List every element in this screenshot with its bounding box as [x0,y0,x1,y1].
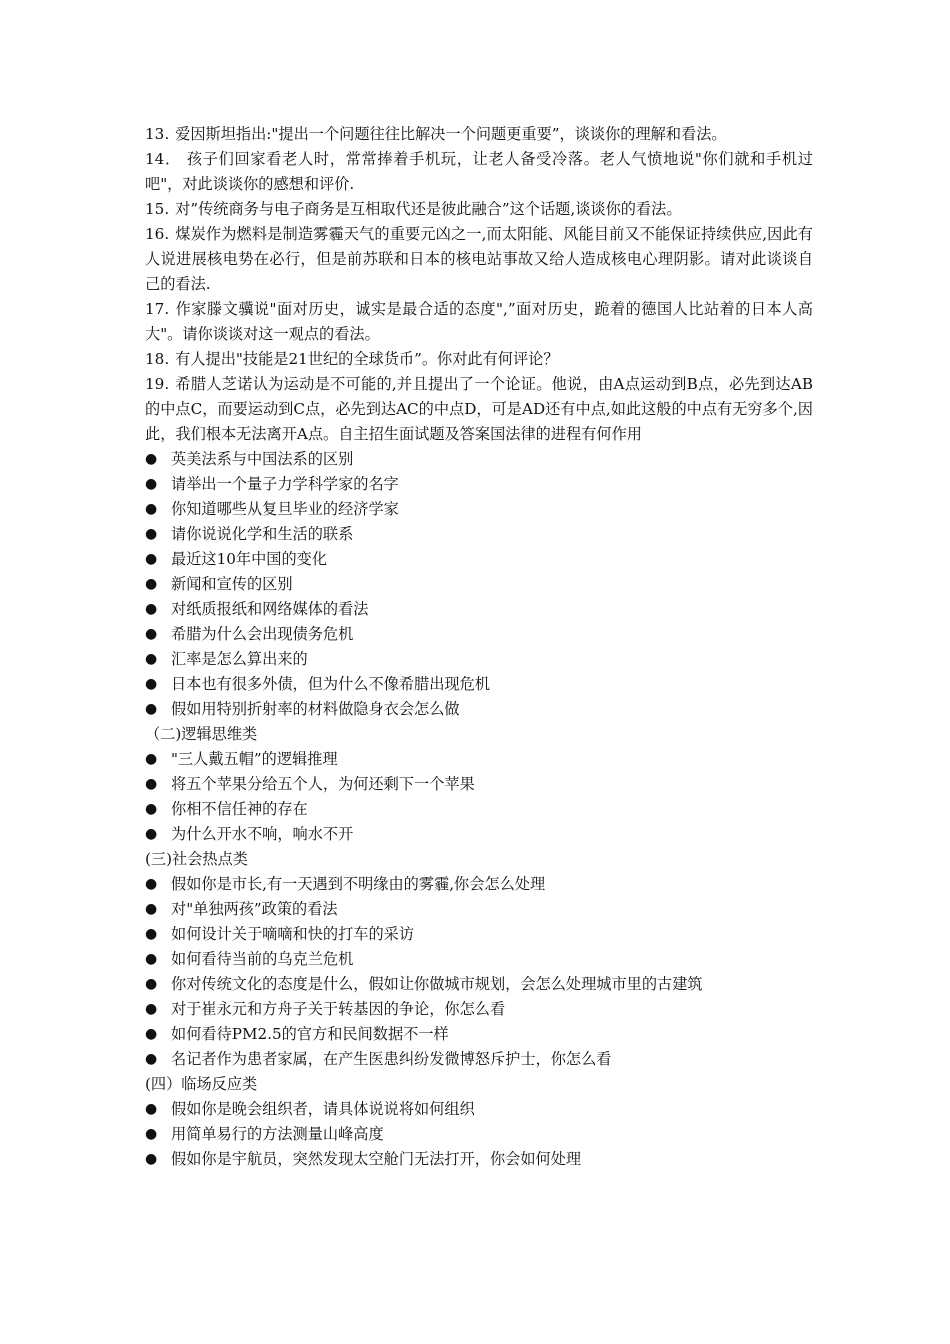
list-item-text: 对于崔永元和方舟子关于转基因的争论，你怎么看 [171,1000,506,1018]
list-item-text: 如何设计关于嘀嘀和快的打车的采访 [171,925,414,943]
question-number: 17. [145,300,170,318]
list-item-text: 英美法系与中国法系的区别 [171,450,354,468]
list-item-text: "三人戴五帽”的逻辑推理 [171,750,338,768]
list-item [145,897,813,922]
list-item-text: 如何看待当前的乌克兰危机 [171,950,354,968]
question-text: 希腊人芝诺认为运动是不可能的,并且提出了一个论证。他说，由A点运动到B点，必先到达AB的中点C，而要运动到C点，必先到达AC的中点D，可是AD还有中点,如此这般的中点有无穷多个,因此，我们根本无法离开A点。自主招生面试题及答案国法律的进程有何作用 [145,375,813,443]
list-item [145,647,813,672]
bullet-icon: ● [145,1101,158,1117]
bullet-icon: ● [145,1126,158,1142]
list-item [145,497,813,522]
bullet-icon: ● [145,901,158,917]
bullet-icon: ● [145,751,158,767]
bullet-icon: ● [145,601,158,617]
list-item-text: 对"单独两孩”政策的看法 [171,900,338,918]
bullet-icon: ● [145,1026,158,1042]
question-16 [145,222,813,297]
list-item [145,672,813,697]
section-heading: （二)逻辑思维类 [145,725,258,743]
question-text: 爱因斯坦指出:"提出一个问题往往比解决一个问题更重要”，谈谈你的理解和看法。 [175,125,727,143]
list-item-text: 假如用特别折射率的材料做隐身衣会怎么做 [171,700,460,718]
list-item [145,747,813,772]
list-item [145,447,813,472]
question-number: 13. [145,125,170,143]
list-item-text: 如何看待PM2.5的官方和民间数据不一样 [171,1025,449,1043]
list-item [145,772,813,797]
list-item [145,922,813,947]
list-item-text: 对纸质报纸和网络媒体的看法 [171,600,369,618]
list-item [145,597,813,622]
list-item-text: 假如你是晚会组织者，请具体说说将如何组织 [171,1100,475,1118]
list-item [145,547,813,572]
question-text: 作家滕文骥说"面对历史，诚实是最合适的态度",”面对历史，跪着的德国人比站着的日本人高大"。请你谈谈对这一观点的看法。 [145,300,813,343]
list-item [145,697,813,722]
list-item-text: 用简单易行的方法测量山峰高度 [171,1125,384,1143]
bullet-icon: ● [145,1001,158,1017]
bullet-icon: ● [145,951,158,967]
list-item-text: 将五个苹果分给五个人，为何还剩下一个苹果 [171,775,475,793]
document-body [145,122,813,1172]
bullet-icon: ● [145,476,158,492]
question-text: 孩子们回家看老人时，常常捧着手机玩，让老人备受冷落。老人气愤地说"你们就和手机过吧"，对此谈谈你的感想和评价. [145,150,813,193]
list-item-text: 假如你是市长,有一天遇到不明缘由的雾霾,你会怎么处理 [171,875,546,893]
list-item-text: 你相不信任神的存在 [171,800,308,818]
list-item [145,472,813,497]
list-item-text: 为什么开水不响，响水不开 [171,825,354,843]
question-text: 有人提出"技能是21世纪的全球货币”。你对此有何评论？ [175,350,559,368]
bullet-icon: ● [145,1051,158,1067]
list-item [145,572,813,597]
list-item-text: 假如你是宇航员，突然发现太空舱门无法打开，你会如何处理 [171,1150,582,1168]
list-item [145,797,813,822]
question-text: 对”传统商务与电子商务是互相取代还是彼此融合”这个话题,谈谈你的看法。 [175,200,682,218]
question-13 [145,122,813,147]
list-item [145,997,813,1022]
bullet-icon: ● [145,576,158,592]
bullet-icon: ● [145,1151,158,1167]
bullet-icon: ● [145,926,158,942]
question-text: 煤炭作为燃料是制造雾霾天气的重要元凶之一,而太阳能、风能目前又不能保证持续供应,因此有人说进展核电势在必行，但是前苏联和日本的核电站事故又给人造成核电心理阴影。请对此谈谈自己的看法. [145,225,813,293]
bullet-icon: ● [145,776,158,792]
list-item-text: 你知道哪些从复旦毕业的经济学家 [171,500,399,518]
list-item-text: 请举出一个量子力学科学家的名字 [171,475,399,493]
bullet-icon: ● [145,551,158,567]
list-item [145,1097,813,1122]
question-14 [145,147,813,197]
question-19 [145,372,813,447]
question-number: 14． [145,150,181,168]
list-item [145,1022,813,1047]
list-item [145,1122,813,1147]
list-item-text: 名记者作为患者家属，在产生医患纠纷发微博怒斥护士，你怎么看 [171,1050,612,1068]
bullet-icon: ● [145,801,158,817]
question-17 [145,297,813,347]
bullet-icon: ● [145,451,158,467]
list-item [145,872,813,897]
list-item [145,622,813,647]
list-item-text: 新闻和宣传的区别 [171,575,293,593]
bullet-icon: ● [145,676,158,692]
list-item-text: 你对传统文化的态度是什么，假如让你做城市规划，会怎么处理城市里的古建筑 [171,975,703,993]
list-item [145,522,813,547]
list-item-text: 请你说说化学和生活的联系 [171,525,354,543]
question-number: 19. [145,375,170,393]
bullet-icon: ● [145,626,158,642]
bullet-icon: ● [145,876,158,892]
list-item-text: 汇率是怎么算出来的 [171,650,308,668]
question-number: 18. [145,350,170,368]
bullet-icon: ● [145,701,158,717]
bullet-icon: ● [145,501,158,517]
question-18 [145,347,813,372]
question-number: 15. [145,200,170,218]
question-number: 16. [145,225,170,243]
list-item-text: 希腊为什么会出现债务危机 [171,625,354,643]
list-item [145,947,813,972]
list-item [145,972,813,997]
bullet-icon: ● [145,976,158,992]
list-item-text: 最近这10年中国的变化 [171,550,328,568]
list-item [145,822,813,847]
section-heading: (三)社会热点类 [145,850,248,868]
bullet-icon: ● [145,526,158,542]
bullet-icon: ● [145,651,158,667]
list-item [145,1047,813,1072]
list-item [145,1147,813,1172]
section-heading: (四）临场反应类 [145,1075,258,1093]
bullet-icon: ● [145,826,158,842]
list-item-text: 日本也有很多外债，但为什么不像希腊出现危机 [171,675,490,693]
question-15 [145,197,813,222]
